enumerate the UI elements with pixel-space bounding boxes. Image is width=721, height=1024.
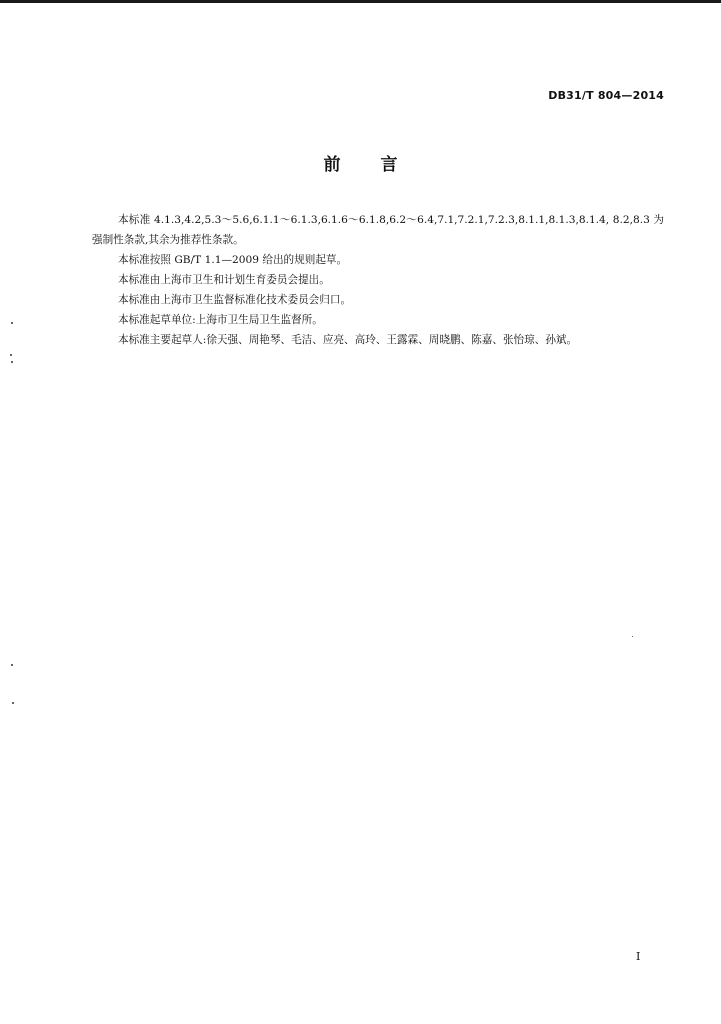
- paragraph-drafters: 本标准主要起草人:徐天强、周艳琴、毛洁、应亮、高玲、王露霖、周晓鹏、陈嘉、张怡琼、孙斌。: [118, 334, 578, 346]
- document-code: DB31/T 804—2014: [548, 89, 664, 102]
- foreword-body: [92, 210, 664, 350]
- paragraph-proposer: 本标准由上海市卫生和计划生育委员会提出。: [118, 274, 330, 286]
- scan-speck: [632, 636, 633, 637]
- page-title: [0, 150, 721, 175]
- paragraph-drafting-rules: 本标准按照 GB/T 1.1—2009 给出的规则起草。: [118, 254, 348, 266]
- scan-speck: [12, 702, 14, 704]
- scan-speck: [11, 361, 13, 363]
- paragraph-drafting-unit: 本标准起草单位:上海市卫生局卫生监督所。: [118, 314, 323, 326]
- scan-speck: [10, 354, 12, 356]
- paragraph-mandatory-clauses: 本标准 4.1.3,4.2,5.3～5.6,6.1.1～6.1.3,6.1.6～6.1.8,6.2～6.4,7.1,7.2.1,7.2.3,8.1.1,8.1.3,8.1.4, 8.2,8.3 为强制性条款,其余为推荐性条款。: [92, 214, 664, 246]
- title-char-2: 言: [380, 155, 398, 175]
- title-char-1: 前: [323, 155, 341, 175]
- scan-speck: [11, 664, 13, 666]
- top-border-line: [0, 0, 721, 3]
- scan-speck: [11, 322, 13, 324]
- paragraph-administrator: 本标准由上海市卫生监督标准化技术委员会归口。: [118, 294, 352, 306]
- page-number: I: [636, 950, 641, 963]
